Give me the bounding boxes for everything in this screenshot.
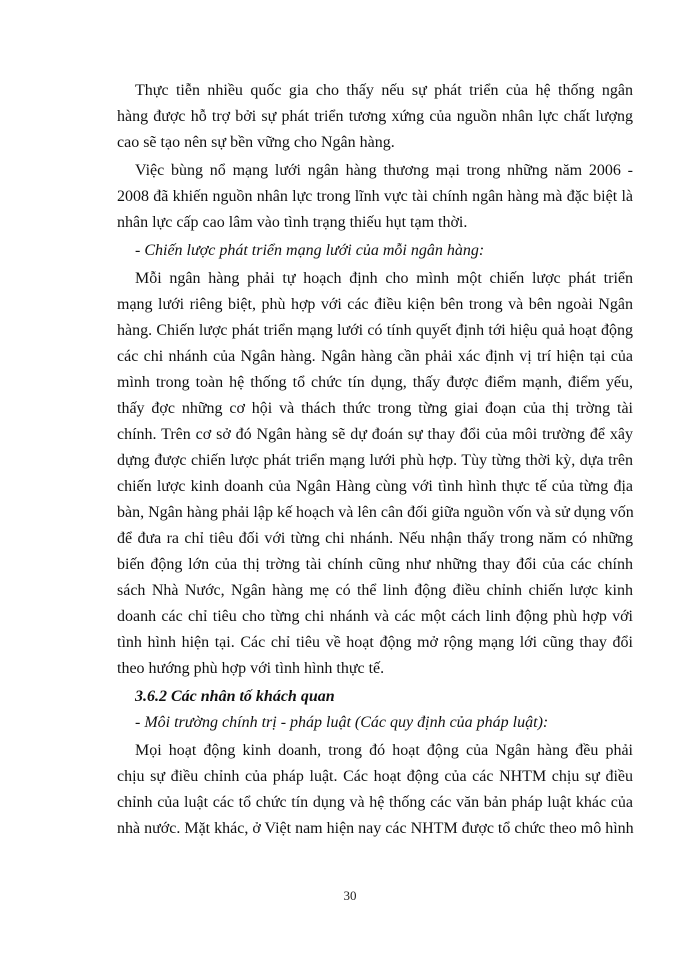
section-subheading: - Môi trường chính trị - pháp luật (Các quy định của pháp luật): — [135, 714, 549, 731]
text-line: Mỗi ngân hàng phải tự hoạch định cho mình một chiến lược phát triển — [135, 270, 633, 287]
text-line: mạng lưới riêng biệt, phù hợp với các điều kiện bên trong và bên ngoài Ngân — [117, 296, 633, 313]
text-line: theo hướng phù hợp với tình hình thực tế. — [117, 660, 385, 677]
text-line: cao sẽ tạo nên sự bền vững cho Ngân hàng. — [117, 134, 395, 151]
text-line: mình trong toàn hệ thống tổ chức tín dụng, thấy được điểm mạnh, điểm yếu, — [117, 374, 633, 391]
text-line: tình hình hiện tại. Các chỉ tiêu về hoạt động mở rộng mạng lới cũng thay đổi — [117, 634, 633, 651]
page-number: 30 — [343, 888, 357, 903]
text-line: biến động lớn của thị trờng tài chính cũng như những thay đổi của các chính — [117, 556, 633, 573]
text-line: bàn, Ngân hàng phải lập kế hoạch và lên cân đối giữa nguồn vốn và sử dụng vốn — [117, 504, 634, 521]
text-line: thấy đợc những cơ hội và thách thức trong từng giai đoạn của thị trờng tài — [117, 400, 633, 417]
text-line: Mọi hoạt động kinh doanh, trong đó hoạt động của Ngân hàng đều phải — [135, 742, 633, 759]
text-line: chính. Trên cơ sở đó Ngân hàng sẽ dự đoán sự thay đổi của môi trường để xây — [117, 426, 633, 443]
text-line: 2008 đã khiến nguồn nhân lực trong lĩnh vực tài chính ngân hàng mà đặc biệt là — [117, 188, 633, 205]
text-line: các chi nhánh của Ngân hàng. Ngân hàng cần phải xác định vị trí hiện tại của — [117, 348, 633, 365]
section-subheading: - Chiến lược phát triển mạng lưới của mỗi ngân hàng: — [135, 242, 485, 259]
text-line: nhân lực cấp cao lâm vào tình trạng thiếu hụt tạm thời. — [117, 214, 468, 231]
text-line: chiến lược kinh doanh của Ngân Hàng cùng với tình hình thực tế của từng địa — [117, 478, 633, 495]
text-line: chịu sự điều chỉnh của pháp luật. Các hoạt động của các NHTM chịu sự điều — [117, 768, 633, 785]
text-line: doanh các chỉ tiêu cho từng chi nhánh và các một cách linh động phù hợp với — [117, 608, 633, 625]
text-line: hàng. Chiến lược phát triển mạng lưới có tính quyết định tới hiệu quả hoạt động — [117, 322, 633, 339]
text-line: Việc bùng nổ mạng lưới ngân hàng thương mại trong những năm 2006 - — [135, 162, 633, 179]
text-line: sách Nhà Nước, Ngân hàng mẹ có thể linh động điều chỉnh chiến lược kinh — [117, 582, 633, 599]
text-line: dựng được chiến lược phát triển mạng lưới phù hợp. Tùy từng thời kỳ, dựa trên — [117, 452, 633, 469]
text-line: chỉnh của luật các tổ chức tín dụng và hệ thống các văn bản pháp luật khác của — [117, 794, 633, 811]
section-heading: 3.6.2 Các nhân tố khách quan — [135, 688, 335, 705]
text-line: hàng được hỗ trợ bởi sự phát triển tương xứng của nguồn nhân lực chất lượng — [117, 108, 633, 125]
text-line: nhà nước. Mặt khác, ở Việt nam hiện nay các NHTM được tổ chức theo mô hình — [117, 820, 634, 837]
text-line: Thực tiễn nhiều quốc gia cho thấy nếu sự phát triển của hệ thống ngân — [135, 82, 633, 99]
text-line: để đưa ra chỉ tiêu đối với từng chi nhánh. Nếu nhận thấy trong năm có những — [117, 530, 633, 547]
